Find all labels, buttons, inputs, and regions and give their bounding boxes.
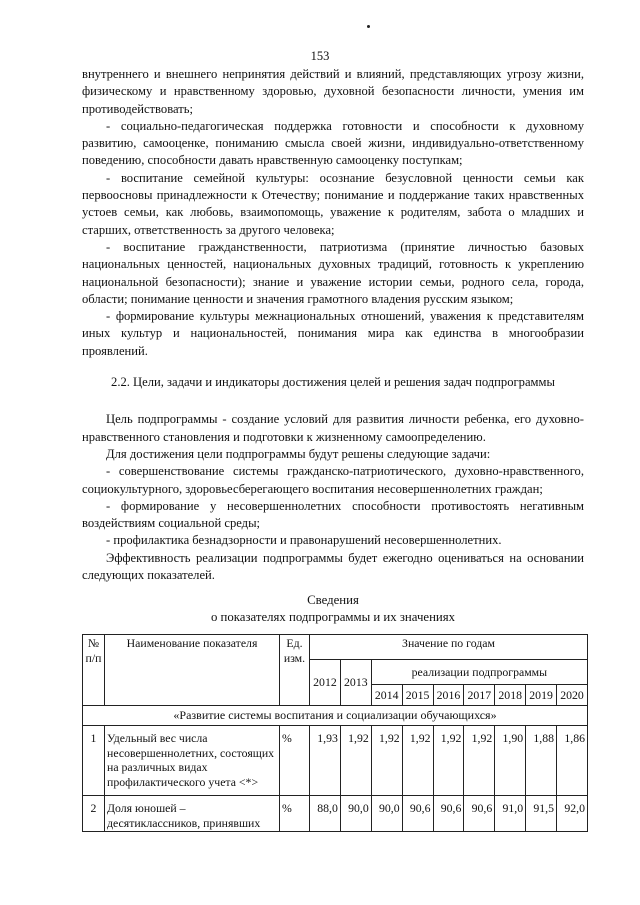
- section-row: «Развитие системы воспитания и социализации обучающихся»: [83, 706, 588, 726]
- row-num: 2: [83, 796, 105, 832]
- year-cell: 2014: [371, 685, 402, 706]
- scan-speck: [367, 25, 370, 28]
- table-caption: [82, 592, 584, 626]
- value-cell: 1,92: [464, 726, 495, 796]
- indicators-table: [82, 634, 588, 832]
- paragraph: - воспитание семейной культуры: осознание безусловной ценности семьи как первоосновы принадлежности к Отечеству; понимание и поддержание таких нравственных устоев семьи, как любовь, взаимопомощь, уважение к родителям, забота о младших и старших, ответственность за другого человека;: [82, 170, 584, 237]
- paragraph: - профилактика безнадзорности и правонарушений несовершеннолетних.: [106, 533, 502, 548]
- header-num: № п/п: [83, 635, 105, 706]
- paragraph: - формирование культуры межнациональных отношений, уважения к представителям иных культур и национальностей, понимания мира как единства в многообразии проявлений.: [82, 309, 584, 358]
- caption-title: Сведения: [307, 593, 359, 607]
- value-cell: 91,5: [526, 796, 557, 832]
- value-cell: 1,93: [310, 726, 341, 796]
- row-unit: %: [280, 726, 310, 796]
- row-name: Удельный вес числа несовершеннолетних, состоящих на различных видах профилактического учета <*>: [105, 726, 280, 796]
- year-cell: 2018: [495, 685, 526, 706]
- header-values: Значение по годам: [310, 635, 588, 660]
- paragraph: Для достижения цели подпрограммы будут решены следующие задачи:: [106, 446, 491, 461]
- paragraph: - социально-педагогическая поддержка готовности и способности к духовному развитию, самооценке, пониманию смысла своей жизни, индивидуально-ответственному поведению, способности давать нравственную самооценку поступкам;: [82, 118, 584, 168]
- value-cell: 90,0: [371, 796, 402, 832]
- paragraph: Цель подпрограммы - создание условий для развития личности ребенка, его духовно-нравственного становления и подготовки к жизненному самоопределению.: [82, 412, 584, 444]
- value-cell: 90,6: [464, 796, 495, 832]
- value-cell: 90,0: [340, 796, 371, 832]
- year-cell: 2012: [310, 660, 341, 706]
- year-cell: 2017: [464, 685, 495, 706]
- caption-subtitle: о показателях подпрограммы и их значениях: [210, 610, 456, 624]
- value-cell: 1,92: [340, 726, 371, 796]
- table-row: [83, 796, 588, 832]
- year-cell: 2020: [557, 685, 588, 706]
- section-heading: 2.2. Цели, задачи и индикаторы достижения целей и решения задач подпрограммы: [111, 375, 555, 390]
- year-cell: 2013: [340, 660, 371, 706]
- row-name: Доля юношей – десятиклассников, принявших: [105, 796, 280, 832]
- header-unit: Ед. изм.: [280, 635, 310, 706]
- header-implementation: реализации подпрограммы: [371, 660, 587, 685]
- paragraph: - совершенствование системы гражданско-патриотического, духовно-нравственного, социокультурного, здоровьесберегающего воспитания несовершеннолетних граждан;: [82, 464, 584, 496]
- body-text: [82, 66, 584, 584]
- year-cell: 2015: [402, 685, 433, 706]
- year-cell: 2016: [433, 685, 464, 706]
- value-cell: 1,92: [402, 726, 433, 796]
- value-cell: 90,6: [402, 796, 433, 832]
- value-cell: 1,92: [371, 726, 402, 796]
- value-cell: 1,88: [526, 726, 557, 796]
- value-cell: 92,0: [557, 796, 588, 832]
- row-unit: %: [280, 796, 310, 832]
- table-row: [83, 726, 588, 796]
- year-cell: 2019: [526, 685, 557, 706]
- value-cell: 90,6: [433, 796, 464, 832]
- paragraph: - воспитание гражданственности, патриотизма (принятие личностью базовых национальных ценностей, национальных духовных традиций, готовность к укреплению национальной безопасности); знание и уважение истории семьи, родного села, города, области; понимание ценности и значения грамотного владения русским языком;: [82, 239, 584, 306]
- paragraph: внутреннего и внешнего непринятия действий и влияний, представляющих угрозу жизни, физическому и нравственному здоровью, духовной безопасности личности, умения им противодействовать;: [82, 67, 584, 116]
- value-cell: 1,86: [557, 726, 588, 796]
- paragraph: - формирование у несовершеннолетних способности противостоять негативным воздействиям социальной среды;: [82, 498, 584, 531]
- row-num: 1: [83, 726, 105, 796]
- page-number: 153: [310, 49, 330, 63]
- value-cell: 91,0: [495, 796, 526, 832]
- value-cell: 1,90: [495, 726, 526, 796]
- paragraph: Эффективность реализации подпрограммы будет ежегодно оцениваться на основании следующих показателей.: [82, 550, 584, 583]
- header-name: Наименование показателя: [105, 635, 280, 706]
- value-cell: 88,0: [310, 796, 341, 832]
- value-cell: 1,92: [433, 726, 464, 796]
